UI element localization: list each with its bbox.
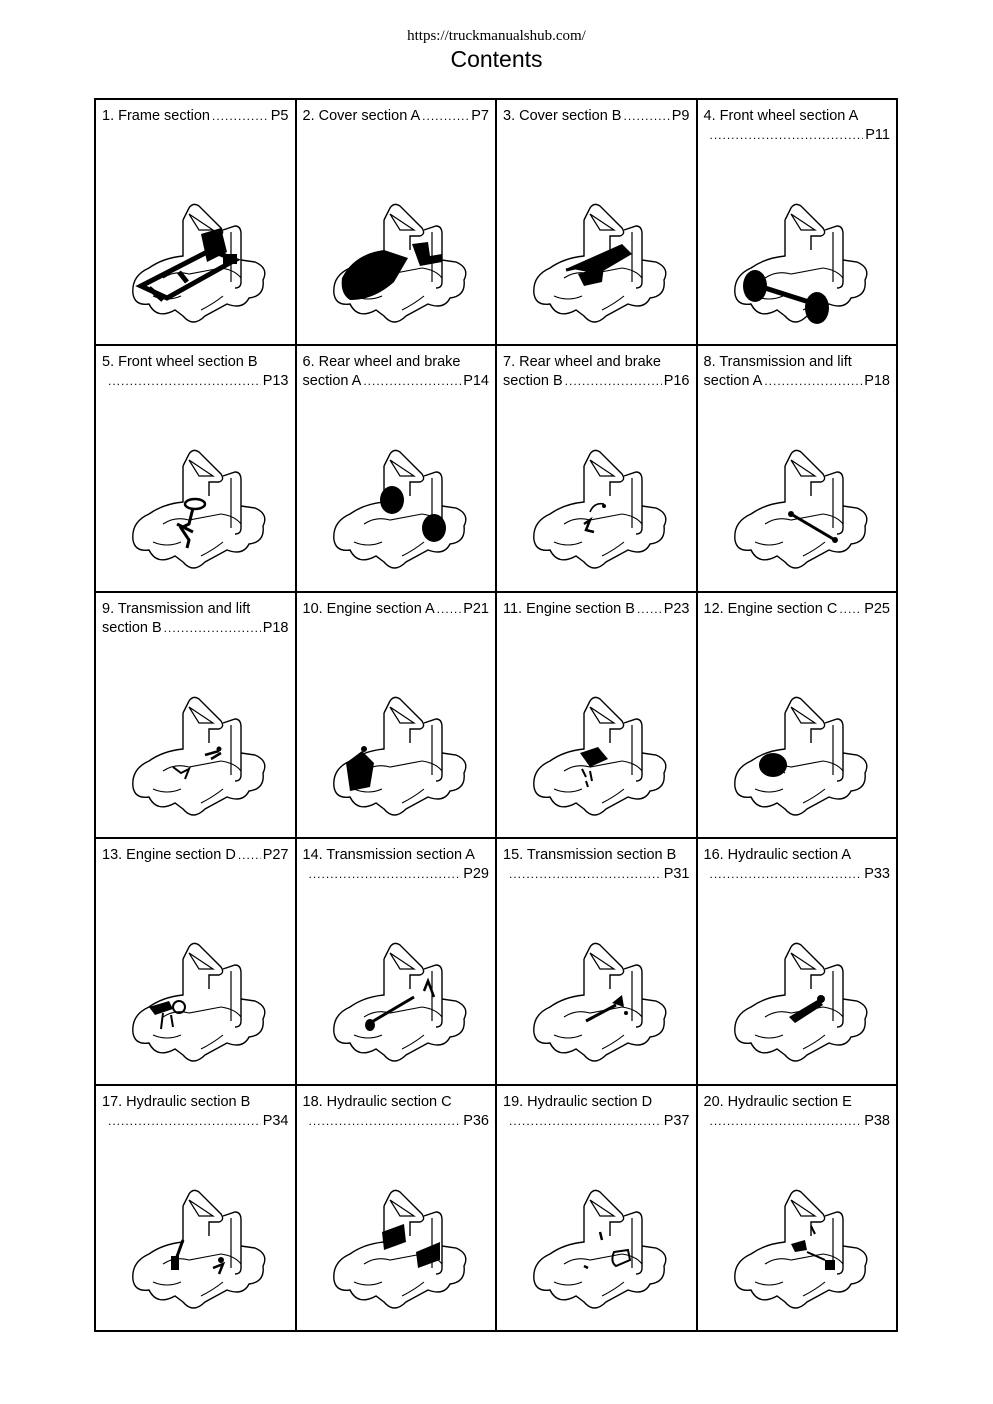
section-diagram [519, 170, 679, 330]
toc-entry-title: 16. Hydraulic section A [703, 847, 851, 864]
toc-entry-page: P25 [864, 600, 890, 617]
toc-entry[interactable] [698, 839, 899, 1085]
toc-entry-page: P13 [262, 373, 289, 390]
section-diagram [319, 663, 479, 823]
toc-entry-page: P23 [663, 600, 690, 617]
dot-leader [422, 107, 469, 126]
section-diagram [720, 663, 880, 823]
dot-leader [509, 865, 662, 884]
section-diagram [519, 416, 679, 576]
toc-entry[interactable] [497, 346, 698, 592]
toc-entry[interactable] [698, 593, 899, 839]
toc-entry[interactable] [497, 839, 698, 1085]
toc-entry-page: P38 [864, 1112, 890, 1129]
toc-entry-page: P27 [262, 847, 289, 864]
toc-entry[interactable] [497, 100, 698, 346]
toc-entry-page: P21 [463, 600, 489, 617]
dot-leader [108, 372, 261, 391]
toc-entry[interactable] [297, 346, 498, 592]
toc-entry-label [704, 1093, 891, 1131]
toc-entry[interactable] [96, 1086, 297, 1332]
toc-entry-title: section B [102, 619, 162, 636]
section-diagram [118, 663, 278, 823]
toc-entry-title: 17. Hydraulic section B [102, 1093, 251, 1110]
dot-leader [710, 126, 864, 145]
section-diagram [319, 416, 479, 576]
dot-leader [238, 846, 261, 865]
toc-entry-label [503, 107, 690, 126]
toc-entry-label [503, 600, 690, 619]
toc-entry-label [704, 600, 891, 619]
dot-leader [623, 107, 669, 126]
toc-entry-page: P29 [463, 866, 489, 883]
toc-entry-page: P14 [463, 373, 489, 390]
toc-entry[interactable] [96, 100, 297, 346]
toc-entry-page: P36 [463, 1112, 489, 1129]
toc-entry-page: P31 [663, 866, 690, 883]
toc-entry-label [303, 600, 490, 619]
toc-entry[interactable] [96, 839, 297, 1085]
toc-entry-page: P7 [471, 108, 489, 124]
toc-entry-label [303, 107, 490, 126]
toc-entry-title: section A [703, 373, 763, 390]
dot-leader [839, 600, 862, 619]
contents-grid [94, 98, 898, 1332]
toc-entry[interactable] [698, 100, 899, 346]
toc-entry-label [704, 353, 891, 391]
toc-entry-label [102, 107, 289, 126]
toc-entry-label [102, 600, 289, 638]
toc-entry-page: P5 [270, 108, 289, 124]
toc-entry-label [102, 353, 289, 391]
source-url[interactable]: https://truckmanualshub.com/ [407, 28, 586, 44]
section-diagram [720, 170, 880, 330]
dot-leader [309, 865, 462, 884]
dot-leader [710, 1112, 863, 1131]
dot-leader [710, 865, 863, 884]
toc-entry-title: 6. Rear wheel and brake [302, 354, 461, 371]
section-diagram [519, 663, 679, 823]
toc-entry-title: 9. Transmission and lift [102, 600, 251, 617]
toc-entry[interactable] [96, 346, 297, 592]
dot-leader [764, 372, 862, 391]
toc-entry[interactable] [698, 1086, 899, 1332]
toc-entry-title: 2. Cover section A [302, 108, 421, 124]
toc-entry-title: 7. Rear wheel and brake [503, 354, 661, 371]
section-diagram [319, 909, 479, 1069]
toc-entry-page: P37 [663, 1112, 690, 1129]
toc-entry-label [102, 846, 289, 865]
toc-entry-label [303, 353, 490, 391]
section-diagram [118, 1156, 278, 1316]
toc-entry-title: 15. Transmission section B [503, 847, 677, 864]
toc-entry-title: section A [302, 373, 362, 390]
toc-entry-title: 14. Transmission section A [302, 847, 475, 864]
toc-entry-label [303, 1093, 490, 1131]
toc-entry-label [704, 107, 891, 145]
toc-entry-title: 19. Hydraulic section D [503, 1093, 653, 1110]
toc-entry-title: 11. Engine section B [503, 600, 635, 617]
page-title: Contents [450, 46, 543, 72]
dot-leader [363, 372, 461, 391]
toc-entry-title: 20. Hydraulic section E [703, 1093, 852, 1110]
toc-entry-title: 4. Front wheel section A [703, 108, 859, 124]
section-diagram [319, 1156, 479, 1316]
toc-entry-title: 1. Frame section [102, 108, 210, 124]
toc-entry-title: section B [503, 373, 563, 390]
toc-entry[interactable] [698, 346, 899, 592]
toc-entry-title: 8. Transmission and lift [703, 354, 852, 371]
toc-entry-page: P11 [865, 127, 890, 143]
toc-entry[interactable] [297, 593, 498, 839]
toc-entry-title: 10. Engine section A [302, 600, 435, 617]
toc-entry-label [704, 846, 891, 884]
dot-leader [565, 372, 662, 391]
section-diagram [319, 170, 479, 330]
toc-entry-page: P34 [262, 1112, 289, 1129]
section-diagram [118, 909, 278, 1069]
toc-entry-title: 5. Front wheel section B [102, 354, 258, 371]
toc-entry-label [503, 353, 690, 391]
toc-entry-label [503, 846, 690, 884]
dot-leader [437, 600, 461, 619]
section-diagram [720, 909, 880, 1069]
dot-leader [108, 1112, 261, 1131]
section-diagram [519, 1156, 679, 1316]
toc-entry[interactable] [297, 839, 498, 1085]
toc-entry[interactable] [297, 100, 498, 346]
dot-leader [309, 1112, 462, 1131]
toc-entry-page: P33 [864, 866, 890, 883]
section-diagram [720, 1156, 880, 1316]
toc-entry-label [303, 846, 490, 884]
dot-leader [637, 600, 662, 619]
toc-entry-title: 18. Hydraulic section C [302, 1093, 452, 1110]
toc-entry-page: P18 [262, 619, 289, 636]
section-diagram [118, 416, 278, 576]
toc-entry-label [102, 1093, 289, 1131]
section-diagram [118, 170, 278, 330]
dot-leader [164, 619, 261, 638]
section-diagram [519, 909, 679, 1069]
dot-leader [509, 1112, 662, 1131]
toc-entry[interactable] [497, 1086, 698, 1332]
toc-entry-page: P16 [663, 373, 690, 390]
toc-entry-page: P9 [671, 108, 690, 124]
toc-entry[interactable] [96, 593, 297, 839]
toc-entry-label [503, 1093, 690, 1131]
dot-leader [212, 107, 269, 126]
toc-entry-page: P18 [864, 373, 890, 390]
toc-entry-title: 13. Engine section D [102, 847, 236, 864]
toc-entry-title: 12. Engine section C [703, 600, 838, 617]
toc-entry[interactable] [497, 593, 698, 839]
section-diagram [720, 416, 880, 576]
toc-entry[interactable] [297, 1086, 498, 1332]
toc-entry-title: 3. Cover section B [503, 108, 622, 124]
